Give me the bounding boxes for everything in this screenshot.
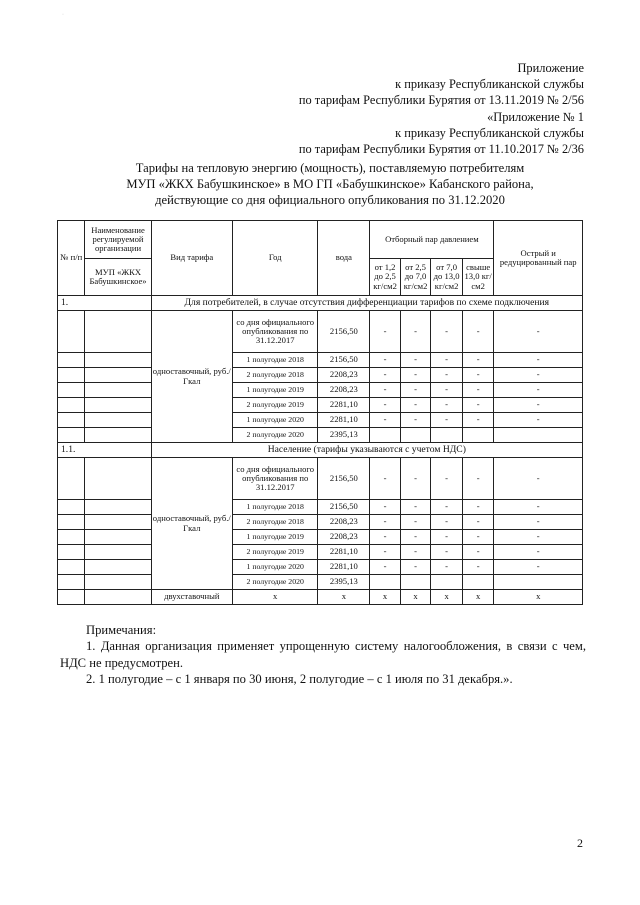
steam-sub-header: от 2,5 до 7,0 кг/см2 (400, 259, 431, 296)
steam-value: - (400, 398, 431, 413)
steam-value: - (462, 311, 494, 353)
steam-value: - (431, 383, 463, 398)
org-cell (85, 353, 151, 368)
num-cell (58, 458, 85, 500)
sharp-value: - (494, 368, 583, 383)
title-line: Тарифы на тепловую энергию (мощность), поставляемую потребителям (135, 161, 525, 175)
table-row (58, 428, 583, 443)
section-number: 1.1. (58, 443, 152, 458)
num-cell (58, 353, 85, 368)
steam-value: - (370, 458, 401, 500)
col-type-header: Вид тарифа (151, 221, 232, 296)
steam-value: - (400, 545, 431, 560)
notes-block (60, 622, 586, 688)
col-org-header: Наименование регулируемой организации (85, 221, 151, 259)
org-cell (85, 530, 151, 545)
water-value: 2156,50 (318, 458, 370, 500)
header-line: по тарифам Республики Бурятия от 11.10.2017 № 2/36 (298, 142, 584, 157)
steam-value: - (431, 545, 463, 560)
period-cell: 1 полугодие 2019 (232, 383, 317, 398)
steam-value: - (370, 545, 401, 560)
num-cell (58, 368, 85, 383)
header-line: «Приложение № 1 (487, 109, 584, 124)
steam-value: - (462, 530, 494, 545)
steam-value: - (400, 413, 431, 428)
steam-value: - (462, 560, 494, 575)
steam-value: - (462, 458, 494, 500)
period-cell: 2 полугодие 2018 (232, 368, 317, 383)
water-value: 2156,50 (318, 500, 370, 515)
section-row (58, 296, 583, 311)
header-line: к приказу Республиканской службы (395, 77, 584, 92)
steam-value: - (400, 530, 431, 545)
sharp-value: - (494, 458, 583, 500)
water-value: 2156,50 (318, 311, 370, 353)
title-line: МУП «ЖКХ Бабушкинское» в МО ГП «Бабушкинское» Кабанского района, (126, 177, 534, 192)
steam-value: - (431, 398, 463, 413)
period-cell: 2 полугодие 2020 (232, 575, 317, 590)
table-row (58, 311, 583, 353)
water-value: 2208,23 (318, 368, 370, 383)
steam-value: - (431, 530, 463, 545)
org-cell (85, 428, 151, 443)
steam-value: - (431, 515, 463, 530)
steam-value: - (370, 311, 401, 353)
water-value: 2156,50 (318, 353, 370, 368)
num-cell (58, 545, 85, 560)
num-cell (58, 500, 85, 515)
num-cell (58, 515, 85, 530)
steam-sub-header: свыше 13,0 кг/см2 (462, 259, 494, 296)
period-cell: х (232, 590, 317, 605)
steam-value (462, 575, 494, 590)
org-cell (85, 515, 151, 530)
steam-value: - (370, 515, 401, 530)
steam-value: - (370, 398, 401, 413)
col-sharp-header: Острый и редуцированный пар (494, 221, 583, 296)
water-value: 2281,10 (318, 413, 370, 428)
period-cell: 1 полугодие 2018 (232, 353, 317, 368)
steam-value: - (400, 368, 431, 383)
steam-value: - (400, 458, 431, 500)
period-cell: 2 полугодие 2018 (232, 515, 317, 530)
sharp-value (494, 428, 583, 443)
sharp-value: - (494, 560, 583, 575)
steam-value: - (462, 368, 494, 383)
steam-value: - (431, 311, 463, 353)
header-line: по тарифам Республики Бурятия от 13.11.2019 № 2/56 (298, 93, 584, 108)
sharp-value: - (494, 398, 583, 413)
period-cell: 1 полугодие 2019 (232, 530, 317, 545)
sharp-value: - (494, 383, 583, 398)
tariff-type-cell: двухставочный (151, 590, 232, 605)
col-num-header: № п/п (58, 221, 85, 296)
table-row (58, 353, 583, 368)
steam-value: - (462, 515, 494, 530)
steam-value (431, 575, 463, 590)
steam-value: - (431, 500, 463, 515)
org-cell (85, 311, 151, 353)
sharp-value: - (494, 545, 583, 560)
header-block (299, 60, 584, 157)
steam-value: - (370, 413, 401, 428)
water-value: 2281,10 (318, 560, 370, 575)
period-cell: 1 полугодие 2020 (232, 560, 317, 575)
steam-value (400, 575, 431, 590)
num-cell (58, 311, 85, 353)
tariff-type-cell: одноставочный, руб./Гкал (151, 458, 232, 590)
title-line: действующие со дня официального опубликования по 31.12.2020 (155, 193, 505, 208)
steam-value: - (462, 398, 494, 413)
period-cell: 1 полугодие 2020 (232, 413, 317, 428)
table-row (58, 530, 583, 545)
table-row (58, 413, 583, 428)
water-value: 2208,23 (318, 515, 370, 530)
steam-value: - (462, 413, 494, 428)
org-cell (85, 458, 151, 500)
scan-artifact: · (62, 12, 64, 18)
sharp-value: х (494, 590, 583, 605)
steam-value: - (400, 383, 431, 398)
steam-value (462, 428, 494, 443)
steam-value (400, 428, 431, 443)
steam-value: - (431, 368, 463, 383)
table-row (58, 545, 583, 560)
note-item: 1. Данная организация применяет упрощенную систему налогообложения, в связи с чем, НДС не предусмотрен. (60, 639, 586, 670)
water-value: 2395,13 (318, 575, 370, 590)
water-value: х (318, 590, 370, 605)
steam-value: - (431, 560, 463, 575)
sharp-value: - (494, 530, 583, 545)
org-cell (85, 560, 151, 575)
col-year-header: Год (232, 221, 317, 296)
org-cell (85, 590, 151, 605)
num-cell (58, 428, 85, 443)
steam-value (431, 428, 463, 443)
water-value: 2208,23 (318, 530, 370, 545)
page-number: 2 (577, 836, 583, 850)
num-cell (58, 530, 85, 545)
col-steam-header: Отборный пар давлением (370, 221, 494, 259)
col-water-header: вода (318, 221, 370, 296)
steam-value: х (370, 590, 401, 605)
table-row (58, 398, 583, 413)
steam-value: - (431, 458, 463, 500)
steam-value: - (400, 353, 431, 368)
steam-sub-header: от 7,0 до 13,0 кг/см2 (431, 259, 463, 296)
note-item: 2. 1 полугодие – с 1 января по 30 июня, 2 полугодие – с 1 июля по 31 декабря.». (86, 672, 513, 687)
steam-value: - (400, 560, 431, 575)
period-cell: 2 полугодие 2019 (232, 545, 317, 560)
num-cell (58, 560, 85, 575)
table-row (58, 383, 583, 398)
table-row (58, 500, 583, 515)
period-cell: 2 полугодие 2020 (232, 428, 317, 443)
sharp-value (494, 575, 583, 590)
table-row (58, 590, 583, 605)
table-row (58, 458, 583, 500)
water-value: 2281,10 (318, 398, 370, 413)
steam-value: - (462, 383, 494, 398)
sharp-value: - (494, 311, 583, 353)
period-cell: 1 полугодие 2018 (232, 500, 317, 515)
steam-value: - (370, 560, 401, 575)
water-value: 2281,10 (318, 545, 370, 560)
steam-value (370, 428, 401, 443)
header-line: Приложение (517, 61, 584, 75)
section-title: Для потребителей, в случае отсутствия дифференциации тарифов по схеме подключения (151, 296, 582, 311)
num-cell (58, 383, 85, 398)
sharp-value: - (494, 353, 583, 368)
steam-value: - (370, 368, 401, 383)
table-row (58, 560, 583, 575)
org-cell (85, 383, 151, 398)
document-title (60, 160, 600, 209)
steam-value: х (462, 590, 494, 605)
org-cell (85, 368, 151, 383)
sharp-value: - (494, 413, 583, 428)
steam-value: - (431, 413, 463, 428)
section-title: Население (тарифы указываются с учетом НДС) (151, 443, 582, 458)
header-line: к приказу Республиканской службы (395, 125, 584, 140)
org-name-cell: МУП «ЖКХ Бабушкинское» (85, 259, 151, 296)
num-cell (58, 575, 85, 590)
org-cell (85, 575, 151, 590)
org-cell (85, 413, 151, 428)
num-cell (58, 398, 85, 413)
steam-value: - (400, 515, 431, 530)
num-cell (58, 413, 85, 428)
table-row (58, 515, 583, 530)
notes-heading: Примечания: (86, 623, 157, 637)
org-cell (85, 500, 151, 515)
org-cell (85, 398, 151, 413)
table-row (58, 575, 583, 590)
steam-value: - (370, 500, 401, 515)
period-cell: со дня официального опубликования по 31.12.2017 (232, 458, 317, 500)
sharp-value: - (494, 500, 583, 515)
period-cell: 2 полугодие 2019 (232, 398, 317, 413)
sharp-value: - (494, 515, 583, 530)
steam-value: - (462, 545, 494, 560)
steam-value: - (370, 530, 401, 545)
org-cell (85, 545, 151, 560)
section-row (58, 443, 583, 458)
water-value: 2395,13 (318, 428, 370, 443)
steam-value: - (431, 353, 463, 368)
num-cell (58, 590, 85, 605)
steam-value: - (370, 353, 401, 368)
steam-value: - (370, 383, 401, 398)
steam-value: - (462, 353, 494, 368)
steam-value (370, 575, 401, 590)
steam-value: х (400, 590, 431, 605)
period-cell: со дня официального опубликования по 31.12.2017 (232, 311, 317, 353)
steam-value: х (431, 590, 463, 605)
tariff-type-cell: одноставочный, руб./Гкал (151, 311, 232, 443)
steam-value: - (462, 500, 494, 515)
steam-value: - (400, 311, 431, 353)
steam-value: - (400, 500, 431, 515)
steam-sub-header: от 1,2 до 2,5 кг/см2 (370, 259, 401, 296)
tariff-table (57, 220, 583, 605)
table-row (58, 368, 583, 383)
section-number: 1. (58, 296, 152, 311)
water-value: 2208,23 (318, 383, 370, 398)
